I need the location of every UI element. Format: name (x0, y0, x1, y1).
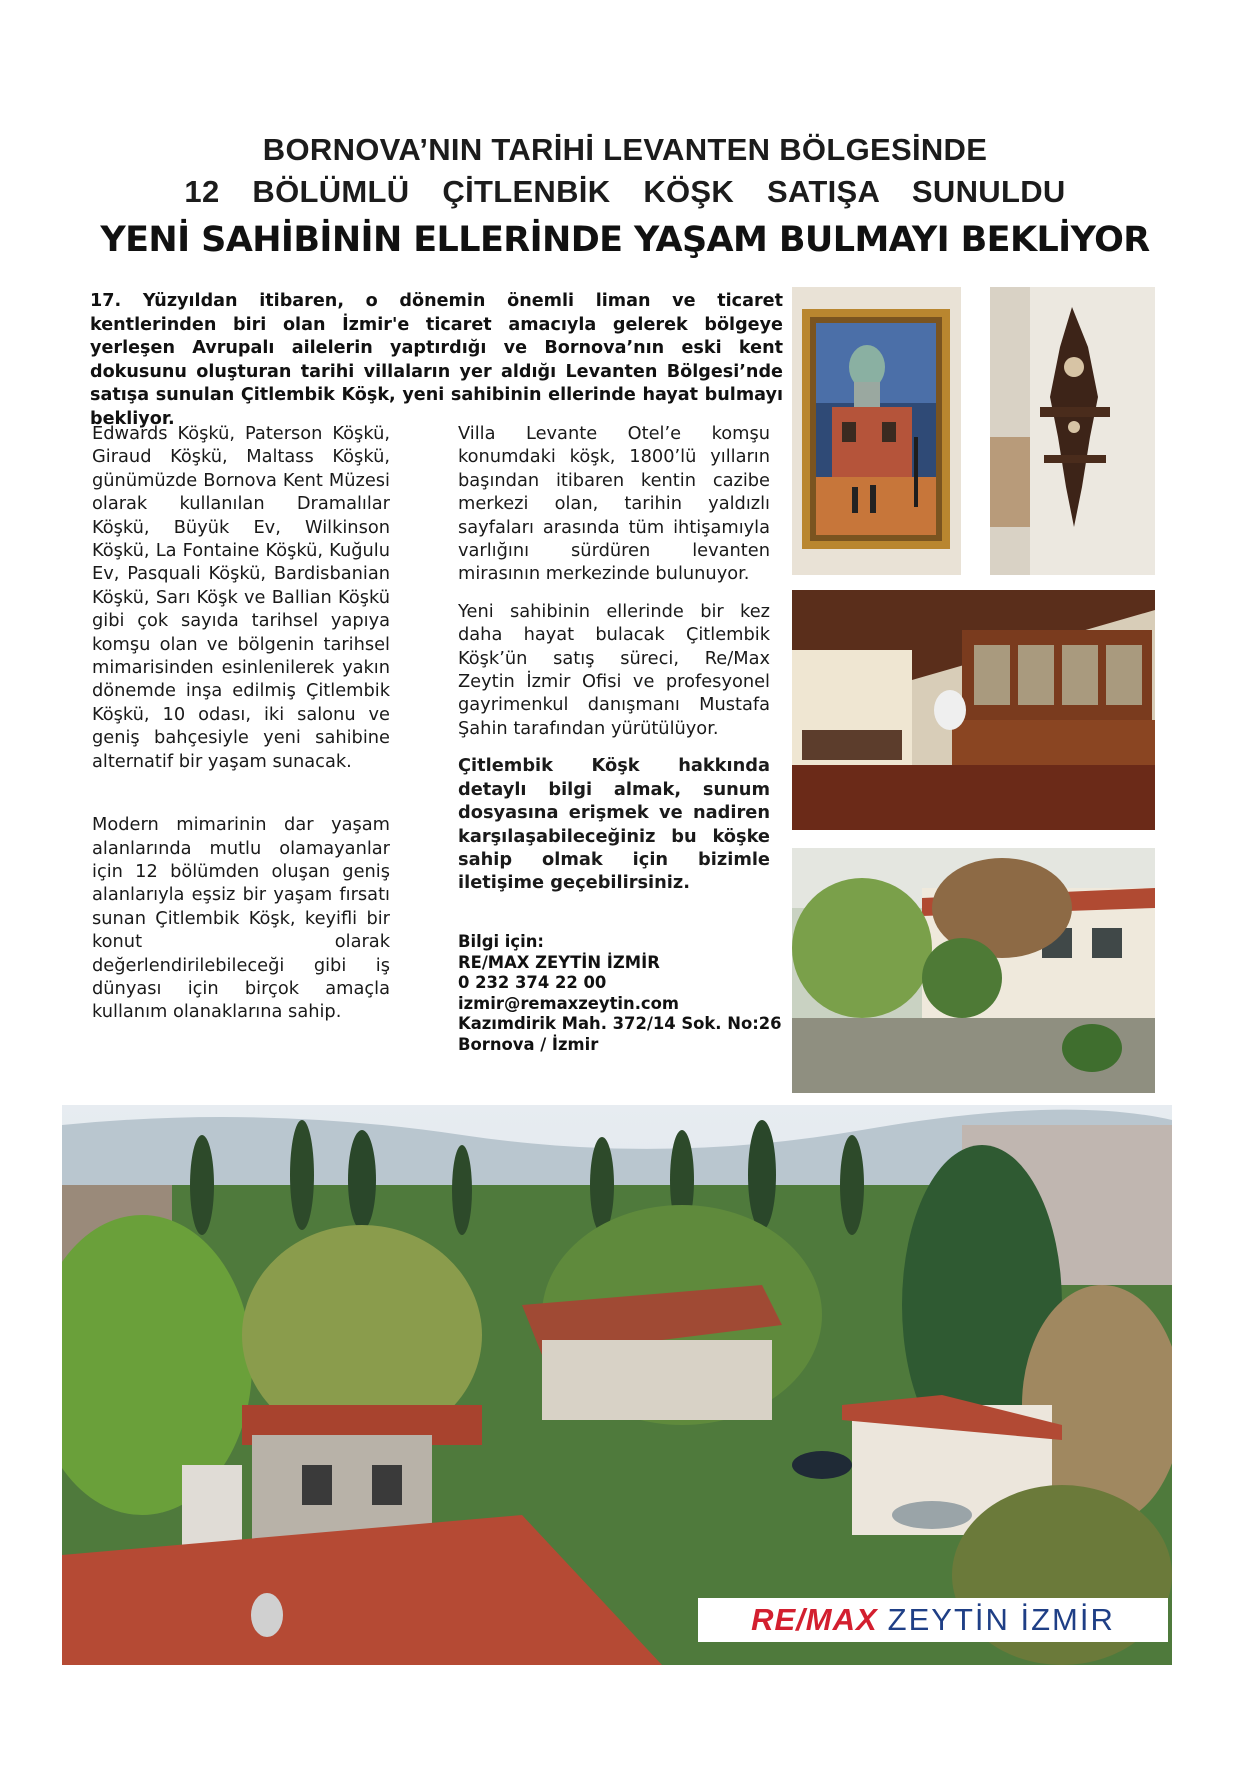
painting-photo (792, 287, 961, 575)
intro-paragraph: 17. Yüzyıldan itibaren, o dönemin önemli liman ve ticaret kentlerinden biri olan İzmir'e ticaret amacıyla gelerek bölgeye yerleşen Avrupalı ailelerin yaptırdığı ve Bornova’nın eski kent dokusunu oluşturan tarihi villaların yer aldığı Levanten Bölgesi’nde satışa sunulan Çitlembik Köşk, yeni sahibinin ellerinde hayat bulmayı bekliyor. (90, 291, 783, 429)
column2-paragraph-3: Çitlembik Köşk hakkında detaylı bilgi almak, sunum dosyasına erişmek ve nadiren karşılaşabileceğiniz bu köşke sahip olmak için bizimle iletişime geçebilirsiniz. (458, 755, 770, 894)
column2-paragraph-2: Yeni sahibinin ellerinde bir kez daha hayat bulacak Çitlembik Köşk’ün satış süreci, Re/Max Zeytin İzmir Ofisi ve profesyonel gayrimenkul danışmanı Mustafa Şahin tarafından yürütülüyor. (458, 600, 770, 739)
column1-paragraph-1: Edwards Köşkü, Paterson Köşkü, Giraud Köşkü, Maltass Köşkü, günümüzde Bornova Kent Müzesi olarak kullanılan Dramalılar Köşkü, Büyük Ev, Wilkinson Köşkü, La Fontaine Köşkü, Kuğulu Ev, Pasquali Köşkü, Bardisbanian Köşkü, Sarı Köşk ve Ballian Köşkü gibi çok sayıda tarihsel yapıya komşu olan ve bölgenin tarihsel mimarisinden esinlenilerek yakın dönemde inşa edilmiş Çitlembik Köşkü, 10 odası, iki salonu ve geniş bahçesiyle yeni sahibine alternatif bir yaşam sunacak. (92, 423, 390, 772)
remax-zeytin-logo (698, 1598, 1168, 1642)
article-column-1 (92, 422, 390, 1024)
contact-phone: 0 232 374 22 00 (458, 973, 607, 993)
wall-shelf-photo (990, 287, 1155, 575)
contact-label: Bilgi için: (458, 932, 544, 951)
column2-paragraph-1: Villa Levante Otel’e komşu konumdaki köşk, 1800’lü yılların başından itibaren kentin cazibe merkezi olan, tarihin yaldızlı sayfaları arasında tüm ihtişamıyla varlığını sürdüren levanten mirasının merkezinde bulunuyor. (458, 423, 770, 585)
article-column-2 (458, 422, 770, 895)
courtyard-photo (792, 848, 1155, 1093)
contact-block (458, 932, 782, 1056)
contact-city: Bornova / İzmir (458, 1034, 599, 1054)
interior-bookcase-photo (792, 590, 1155, 830)
contact-address: Kazımdirik Mah. 372/14 Sok. No:26 (458, 1014, 782, 1034)
contact-email: izmir@remaxzeytin.com (458, 993, 679, 1013)
panorama-photo (62, 1105, 1172, 1665)
remax-wordmark: RE/MAX (751, 1602, 878, 1637)
column1-paragraph-2: Modern mimarinin dar yaşam alanlarında mutlu olamayanlar için 12 bölümden oluşan geniş alanlarıyla eşsiz bir yaşam fırsatı sunan Çitlembik Köşk, keyifli bir konut olarak değerlendirilebileceği gibi iş dünyası için birçok amaçla kullanım olanaklarına sahip. (92, 814, 390, 1023)
zeytin-izmir-wordmark: ZEYTİN İZMİR (887, 1602, 1115, 1637)
headline-line-2: 12 BÖLÜMLÜ ÇİTLENBİK KÖŞK SATIŞA SUNULDU (184, 174, 1066, 209)
headline-line-1: BORNOVA’NIN TARİHİ LEVANTEN BÖLGESİNDE (262, 132, 988, 167)
contact-company: RE/MAX ZEYTİN İZMİR (458, 952, 660, 972)
headline-line-3: YENİ SAHİBİNİN ELLERİNDE YAŞAM BULMAYI BEKLİYOR (100, 220, 1150, 260)
